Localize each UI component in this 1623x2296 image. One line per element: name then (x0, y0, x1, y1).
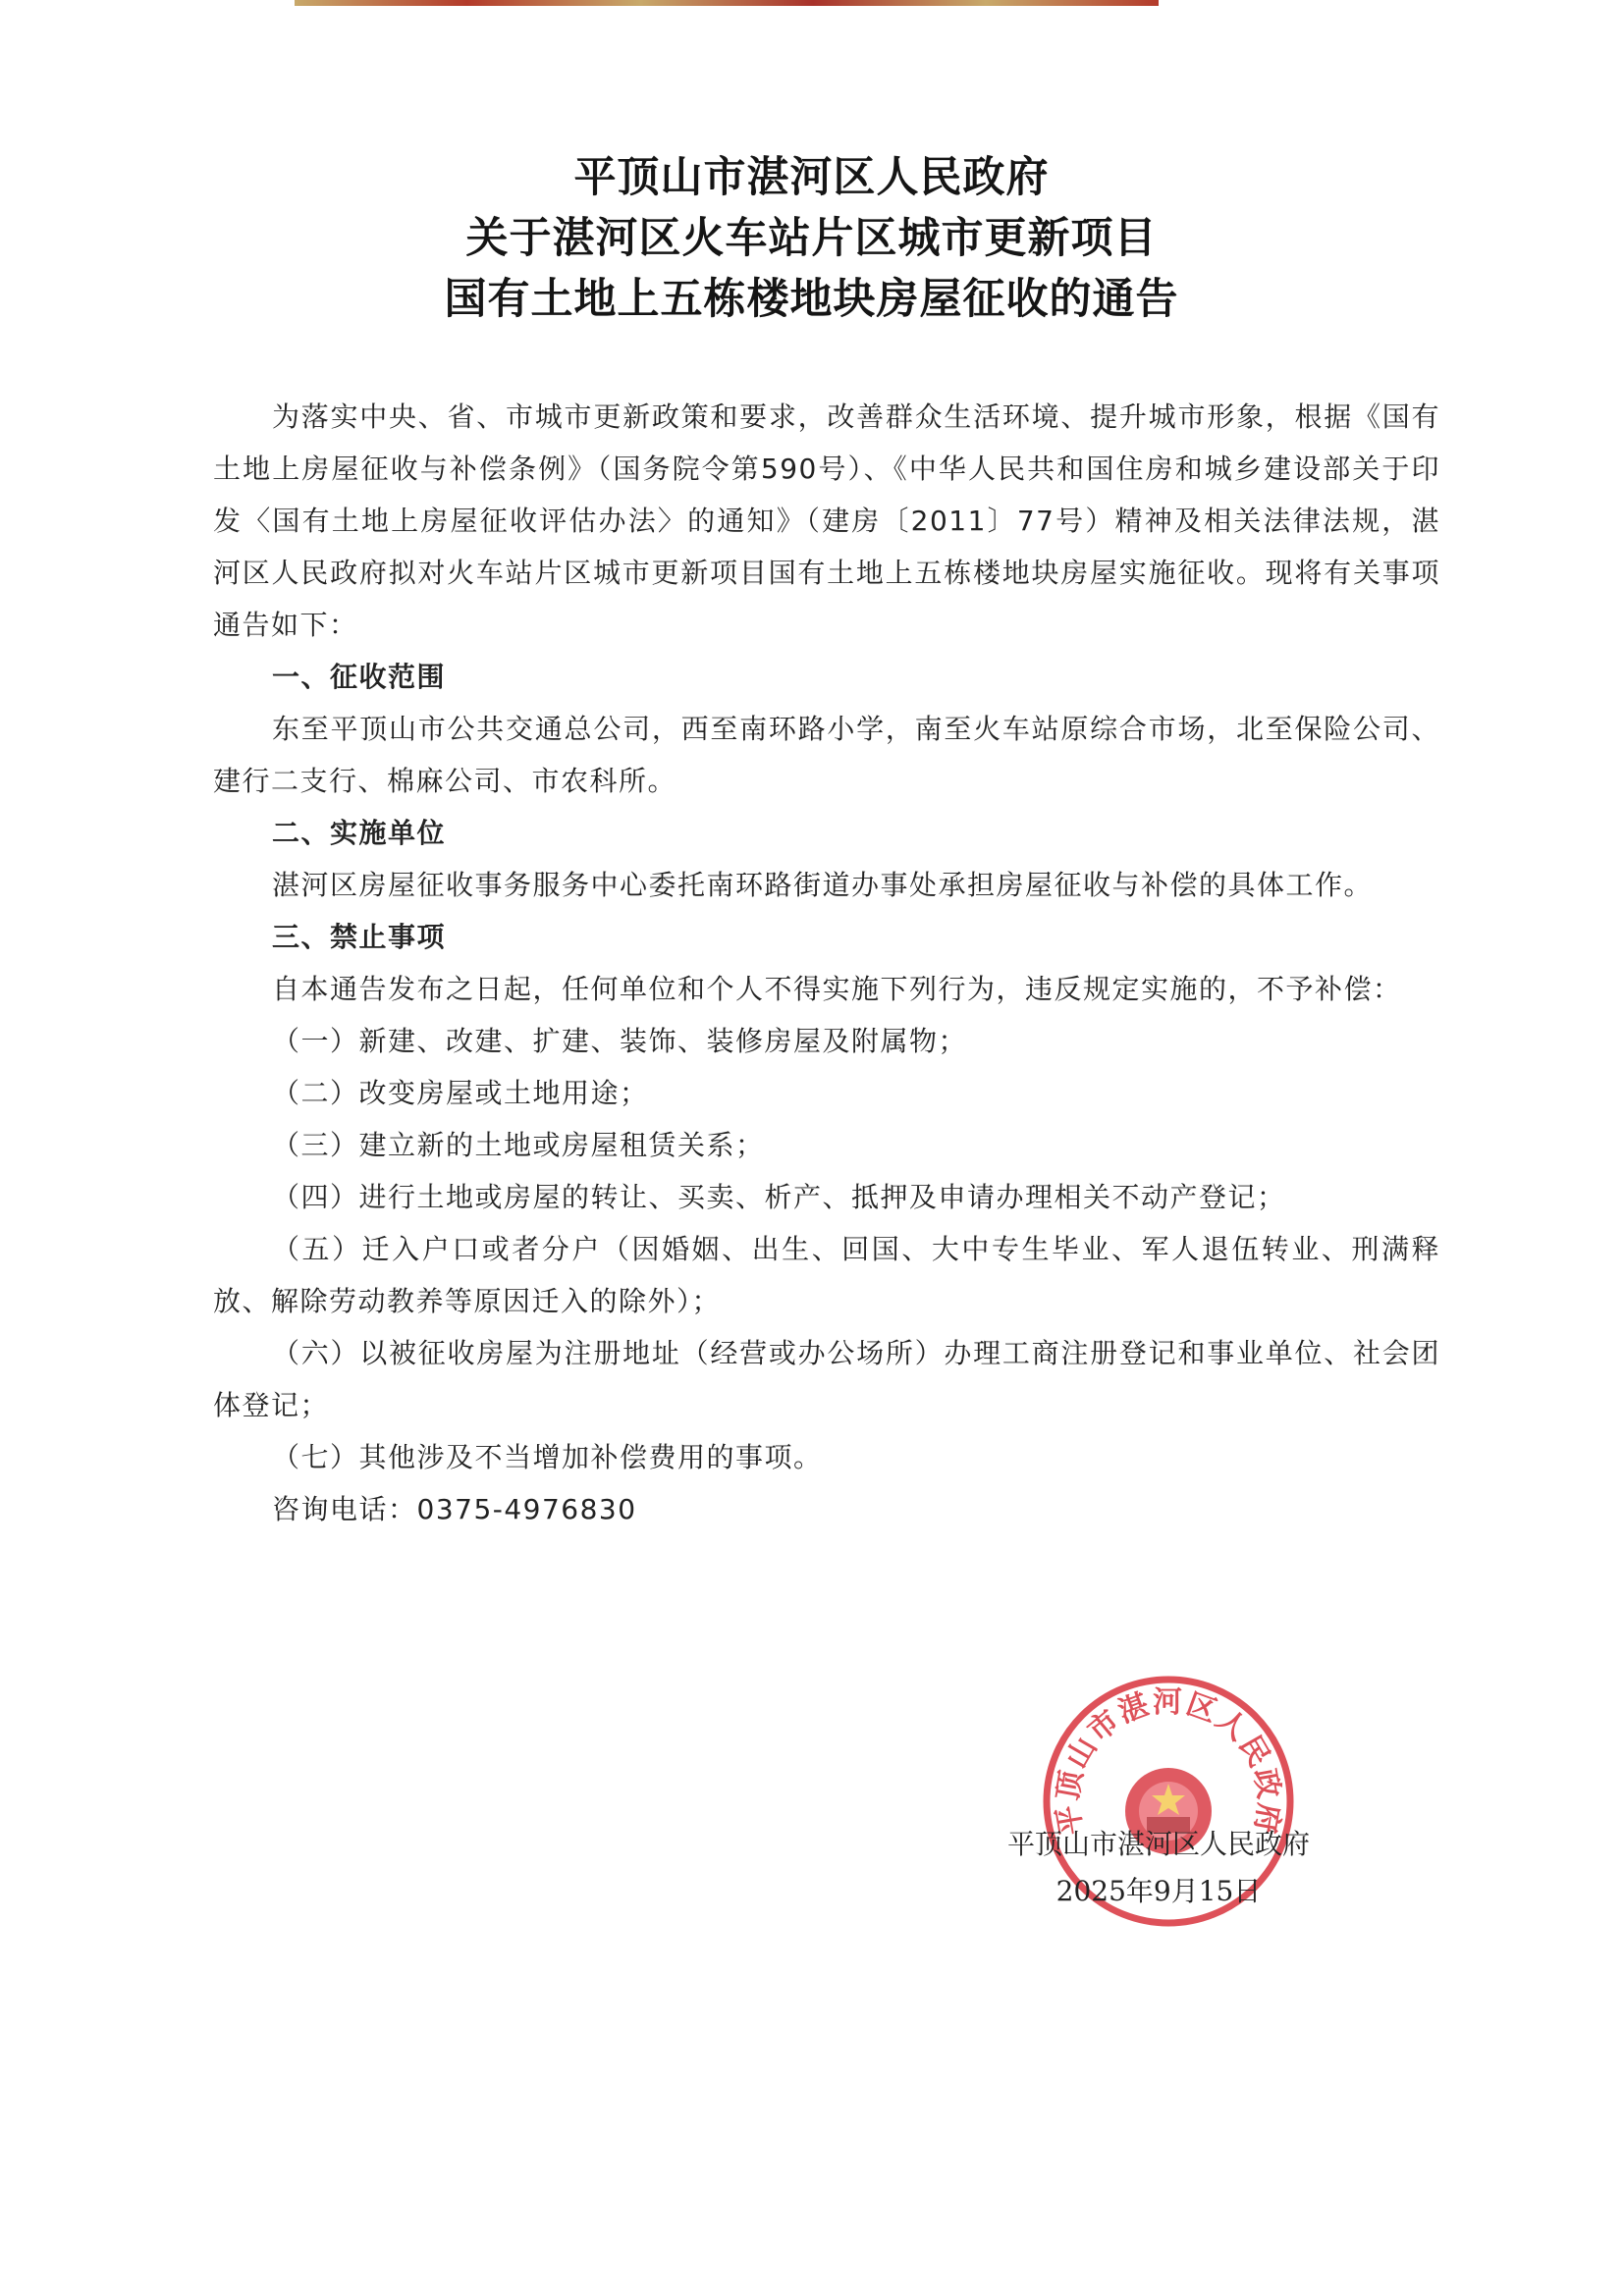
prohibited-item-3: （三）建立新的土地或房屋租赁关系； (272, 1129, 765, 1161)
title-line-1: 平顶山市湛河区人民政府 (573, 153, 1050, 202)
signature-date: 2025年9月15日 (1055, 1875, 1262, 1907)
prohibited-item-2: （二）改变房屋或土地用途； (272, 1077, 649, 1109)
signature-org: 平顶山市湛河区人民政府 (1006, 1828, 1310, 1860)
signature-block (992, 1821, 1325, 1915)
section-text-unit: 湛河区房屋征收事务服务中心委托南环路街道办事处承担房屋征收与补偿的具体工作。 (272, 869, 1374, 901)
section-text-prohibited: 自本通告发布之日起，任何单位和个人不得实施下列行为，违反规定实施的，不予补偿： (272, 973, 1402, 1005)
document-title (0, 147, 1623, 330)
prohibited-item-7: （七）其他涉及不当增加补偿费用的事项。 (272, 1441, 823, 1473)
contact-phone: 咨询电话：0375-4976830 (272, 1493, 637, 1525)
title-line-2: 关于湛河区火车站片区城市更新项目 (465, 214, 1158, 263)
title-line-3: 国有土地上五栋楼地块房屋征收的通告 (444, 275, 1179, 324)
section-heading-scope: 一、征收范围 (272, 661, 447, 693)
section-text-scope: 东至平顶山市公共交通总公司，西至南环路小学，南至火车站原综合市场，北至保险公司、建行二支行、棉麻公司、市农科所。 (213, 713, 1440, 797)
document-body (213, 391, 1440, 1535)
svg-text:平顶山市湛河区人民政府: 平顶山市湛河区人民政府 (1051, 1684, 1286, 1838)
prohibited-item-4: （四）进行土地或房屋的转让、买卖、析产、抵押及申请办理相关不动产登记； (272, 1181, 1286, 1213)
section-heading-prohibited: 三、禁止事项 (272, 921, 447, 953)
section-heading-unit: 二、实施单位 (272, 817, 447, 849)
prohibited-item-1: （一）新建、改建、扩建、装饰、装修房屋及附属物； (272, 1025, 968, 1057)
prohibited-item-5: （五）迁入户口或者分户（因婚姻、出生、回国、大中专生毕业、军人退伍转业、刑满释放、解除劳动教养等原因迁入的除外）； (213, 1233, 1440, 1317)
intro-paragraph: 为落实中央、省、市城市更新政策和要求，改善群众生活环境、提升城市形象，根据《国有土地上房屋征收与补偿条例》（国务院令第590号）、《中华人民共和国住房和城乡建设部关于印发〈国有土地上房屋征收评估办法〉的通知》（建房〔2011〕77号）精神及相关法律法规，湛河区人民政府拟对火车站片区城市更新项目国有土地上五栋楼地块房屋实施征收。现将有关事项通告如下： (213, 400, 1440, 641)
top-edge-strip (295, 0, 1159, 6)
prohibited-item-6: （六）以被征收房屋为注册地址（经营或办公场所）办理工商注册登记和事业单位、社会团体登记； (213, 1337, 1440, 1421)
